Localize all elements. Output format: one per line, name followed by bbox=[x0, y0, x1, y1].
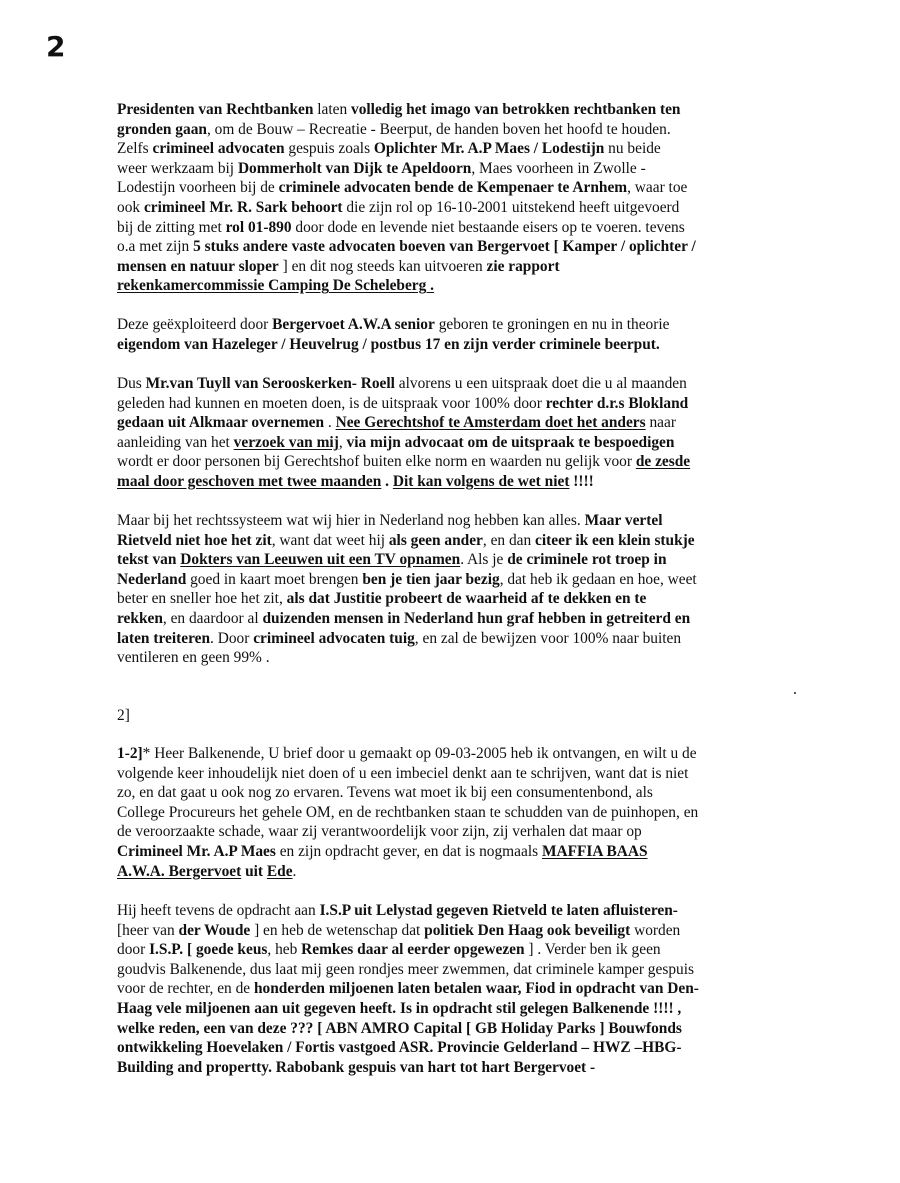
text-run: volgende keer inhoudelijk niet doen of u een imbeciel denkt aan te schrijven, want dat is niet bbox=[117, 764, 689, 782]
text-run: rol 01-890 bbox=[225, 218, 292, 236]
text-run: Nee Gerechtshof te Amsterdam doet het anders bbox=[335, 414, 646, 432]
text-run: Ede bbox=[266, 862, 293, 880]
text-run: , waar toe bbox=[627, 179, 688, 197]
text-run: via mijn advocaat om de uitspraak te bespoedigen bbox=[346, 433, 675, 451]
text-line bbox=[117, 921, 789, 941]
text-run: , want dat weet hij bbox=[271, 531, 389, 549]
text-run: criminele advocaten bende de Kempenaer te Arnhem bbox=[278, 179, 628, 197]
text-run: maal door geschoven met twee maanden bbox=[117, 472, 382, 490]
text-line bbox=[117, 803, 789, 823]
text-run: verzoek van mij bbox=[233, 433, 339, 451]
text-run: 1-2] bbox=[117, 745, 143, 762]
text-run: , om de Bouw – Recreatie - Beerput, de handen boven het hoofd te houden. bbox=[206, 120, 671, 138]
text-line bbox=[117, 315, 789, 335]
text-run: * Heer Balkenende, U brief door u gemaakt op 09-03-2005 heb ik ontvangen, en wilt u de bbox=[142, 745, 697, 762]
text-run: Nederland bbox=[117, 570, 187, 588]
text-run: MAFFIA BAAS bbox=[541, 842, 648, 860]
text-run: uit bbox=[241, 862, 267, 880]
text-line bbox=[117, 257, 789, 277]
text-line bbox=[117, 120, 789, 140]
text-run: Deze geëxploiteerd door bbox=[117, 316, 273, 333]
text-line bbox=[117, 706, 789, 726]
text-run: wordt er door personen bij Gerechtshof buiten elke norm en waarden nu gelijk voor bbox=[117, 453, 636, 471]
text-run: geleden had kunnen en moeten doen, is de uitspraak voor 100% door bbox=[117, 394, 546, 412]
text-line bbox=[117, 960, 789, 980]
section-heading-2 bbox=[117, 706, 789, 726]
text-run: citeer ik een klein stukje bbox=[535, 531, 695, 549]
text-line bbox=[117, 335, 789, 355]
text-run: College Procureurs het gehele OM, en de rechtbanken staan te schudden van de puinhopen, en bbox=[117, 803, 699, 821]
text-line bbox=[117, 472, 789, 492]
paragraph-tuyll bbox=[117, 374, 789, 492]
text-run: ] en dit nog steeds kan uitvoeren bbox=[278, 257, 487, 275]
text-run: door bbox=[117, 941, 150, 959]
text-run: Crimineel Mr. A.P Maes bbox=[117, 842, 276, 860]
text-run: crimineel advocaten tuig bbox=[253, 629, 415, 647]
text-run: de veroorzaakte schade, waar zij verantwoordelijk voor zijn, zij verhalen dat maar op bbox=[117, 823, 642, 841]
text-line bbox=[117, 531, 789, 551]
text-run: tekst van bbox=[117, 551, 181, 569]
paragraph-isp bbox=[117, 901, 789, 1077]
text-line bbox=[117, 413, 789, 433]
text-run: zo, en dat gaat u ook nog zo ervaren. Tevens wat moet ik bij een consumentenbond, als bbox=[117, 784, 653, 802]
text-run: rechter d.r.s Blokland bbox=[545, 394, 689, 412]
text-line bbox=[117, 648, 789, 668]
text-line bbox=[117, 629, 789, 649]
text-run: voor de rechter, en de bbox=[117, 980, 254, 998]
text-run: weer werkzaam bij bbox=[117, 159, 238, 177]
text-line bbox=[117, 862, 789, 882]
text-run: goudvis Balkenende, dus laat mij geen rondjes meer zwemmen, dat criminele kamper gespuis bbox=[117, 960, 694, 978]
text-run: volledig het imago van betrokken rechtbanken ten bbox=[351, 101, 681, 118]
text-line bbox=[117, 452, 789, 472]
text-run: o.a met zijn bbox=[117, 238, 194, 256]
text-line bbox=[117, 764, 789, 784]
text-run: nu beide bbox=[604, 140, 661, 158]
text-run: ventileren en geen 99% . bbox=[117, 649, 270, 667]
text-run: . bbox=[381, 472, 393, 490]
text-run: , en dan bbox=[482, 531, 536, 549]
text-run: als dat Justitie probeert de waarheid af te dekken en te bbox=[286, 590, 647, 608]
text-line bbox=[117, 744, 789, 764]
text-run: de criminele rot troep in bbox=[507, 551, 667, 569]
text-run: Dokters van Leeuwen uit een TV opnamen bbox=[180, 551, 461, 569]
text-run: ben je tien jaar bezig bbox=[362, 570, 500, 588]
text-run: mensen en natuur sloper bbox=[117, 257, 279, 275]
text-line bbox=[117, 178, 789, 198]
text-run: [heer van bbox=[117, 921, 179, 939]
text-line bbox=[117, 570, 789, 590]
text-run: beter en sneller hoe het zit, bbox=[117, 590, 287, 608]
text-line bbox=[117, 511, 789, 531]
text-run: I.S.P. [ goede keus bbox=[149, 941, 268, 959]
text-run: , en daardoor al bbox=[162, 609, 263, 627]
text-run: A.W.A. Bergervoet bbox=[117, 862, 242, 880]
text-run: Presidenten van Rechtbanken bbox=[117, 101, 314, 118]
text-run: gedaan uit Alkmaar overnemen bbox=[117, 414, 325, 432]
text-line bbox=[117, 901, 789, 921]
text-run: door dode en levende niet bestaande eisers op te voeren. tevens bbox=[291, 218, 685, 236]
text-run: Haag vele miljoenen aan uit gegeven heeft. Is in opdracht stil gelegen Balkenende !!!! , bbox=[117, 999, 682, 1017]
text-run: aanleiding van het bbox=[117, 433, 234, 451]
text-run: . bbox=[324, 414, 336, 432]
text-run: worden bbox=[630, 921, 681, 939]
text-run: Maar bij het rechtssysteem wat wij hier in Nederland nog hebben kan alles. bbox=[117, 512, 585, 529]
text-line bbox=[117, 394, 789, 414]
text-run: Rietveld niet hoe het zit bbox=[117, 531, 272, 549]
text-line bbox=[117, 198, 789, 218]
text-run: ook bbox=[117, 198, 144, 216]
text-run: Zelfs bbox=[117, 140, 153, 158]
paragraph-balkenende bbox=[117, 744, 789, 881]
text-line bbox=[117, 218, 789, 238]
text-line bbox=[117, 139, 789, 159]
text-run: laten treiteren bbox=[117, 629, 211, 647]
text-run: Hij heeft tevens de opdracht aan bbox=[117, 902, 320, 919]
text-line bbox=[117, 1058, 789, 1078]
text-run: . bbox=[292, 862, 297, 880]
text-run: honderden miljoenen laten betalen waar, Fiod in opdracht van Den- bbox=[253, 980, 699, 998]
text-line bbox=[117, 237, 789, 257]
text-run: naar bbox=[645, 414, 676, 432]
text-run: . Als je bbox=[460, 551, 508, 569]
text-run: der Woude bbox=[178, 921, 251, 939]
text-run: welke reden, een van deze ??? [ ABN AMRO Capital [ GB Holiday Parks ] Bouwfonds bbox=[117, 1019, 682, 1037]
paragraph-rechtssysteem bbox=[117, 511, 789, 668]
text-line bbox=[117, 1019, 789, 1039]
text-line bbox=[117, 159, 789, 179]
text-run: crimineel Mr. R. Sark behoort bbox=[143, 198, 343, 216]
text-run: goed in kaart moet brengen bbox=[186, 570, 363, 588]
text-run: ] en heb de wetenschap dat bbox=[250, 921, 425, 939]
text-run: gronden gaan bbox=[117, 120, 207, 138]
paragraph-presidenten bbox=[117, 100, 789, 296]
text-run: alvorens u een uitspraak doet die u al maanden bbox=[394, 375, 687, 392]
page-number: 2 bbox=[46, 30, 66, 63]
text-line bbox=[117, 374, 789, 394]
paragraph-geexploiteerd bbox=[117, 315, 789, 354]
text-run: bij de zitting met bbox=[117, 218, 226, 236]
text-run: ] . Verder ben ik geen bbox=[524, 941, 661, 959]
text-run: Maar vertel bbox=[584, 512, 663, 529]
text-run: Dus bbox=[117, 375, 146, 392]
text-line bbox=[117, 783, 789, 803]
text-run: duizenden mensen in Nederland hun graf hebben in getreiterd en bbox=[262, 609, 691, 627]
text-run: eigendom van Hazeleger / Heuvelrug / postbus 17 en zijn verder criminele beerput. bbox=[117, 335, 660, 353]
text-run: , Maes voorheen in Zwolle - bbox=[471, 159, 646, 177]
text-run: rekken bbox=[117, 609, 163, 627]
text-run: , en zal de bewijzen voor 100% naar buiten bbox=[414, 629, 682, 647]
text-line bbox=[117, 276, 789, 296]
text-run: !!!! bbox=[569, 472, 594, 490]
text-run: 2] bbox=[117, 707, 130, 724]
text-run: Lodestijn voorheen bij de bbox=[117, 179, 279, 197]
text-run: rekenkamercommissie Camping De Scheleberg . bbox=[117, 277, 435, 295]
text-line bbox=[117, 550, 789, 570]
text-run: als geen ander bbox=[388, 531, 483, 549]
text-run: en zijn opdracht gever, en dat is nogmaals bbox=[275, 842, 542, 860]
scan-speck bbox=[794, 692, 796, 694]
text-line bbox=[117, 940, 789, 960]
text-line bbox=[117, 999, 789, 1019]
text-run: Building and propertty. Rabobank gespuis van hart tot hart Bergervoet - bbox=[117, 1058, 596, 1076]
text-line bbox=[117, 100, 789, 120]
text-run: Remkes daar al eerder opgewezen bbox=[301, 941, 525, 959]
text-run: . Door bbox=[210, 629, 254, 647]
text-run: Dit kan volgens de wet niet bbox=[392, 472, 570, 490]
text-run: politiek Den Haag ook beveiligt bbox=[424, 921, 631, 939]
text-run: 5 stuks andere vaste advocaten boeven van Bergervoet [ Kamper / oplichter / bbox=[193, 238, 696, 256]
text-run: die zijn rol op 16-10-2001 uitstekend heeft uitgevoerd bbox=[342, 198, 680, 216]
text-run: , dat heb ik gedaan en hoe, weet bbox=[499, 570, 697, 588]
text-line bbox=[117, 433, 789, 453]
text-line bbox=[117, 822, 789, 842]
text-line bbox=[117, 589, 789, 609]
text-run: laten bbox=[313, 101, 351, 118]
text-run: Mr.van Tuyll van Serooskerken- Roell bbox=[145, 375, 395, 392]
text-line bbox=[117, 609, 789, 629]
text-run: Bergervoet A.W.A senior bbox=[272, 316, 435, 333]
text-run: Oplichter Mr. A.P Maes / Lodestijn bbox=[373, 140, 605, 158]
text-line bbox=[117, 1038, 789, 1058]
text-line bbox=[117, 979, 789, 999]
text-run: , bbox=[338, 433, 347, 451]
text-run: ontwikkeling Hoevelaken / Fortis vastgoed ASR. Provincie Gelderland – HWZ –HBG- bbox=[117, 1039, 682, 1057]
text-run: de zesde bbox=[635, 453, 691, 471]
text-run: Dommerholt van Dijk te Apeldoorn bbox=[237, 159, 472, 177]
text-run: , heb bbox=[267, 941, 302, 959]
text-run: zie rapport bbox=[486, 257, 560, 275]
text-run: I.S.P uit Lelystad gegeven Rietveld te laten afluisteren- bbox=[319, 902, 678, 919]
text-line bbox=[117, 842, 789, 862]
text-run: gespuis zoals bbox=[284, 140, 374, 158]
text-run: crimineel advocaten bbox=[152, 140, 285, 158]
text-run: geboren te groningen en nu in theorie bbox=[434, 316, 670, 333]
